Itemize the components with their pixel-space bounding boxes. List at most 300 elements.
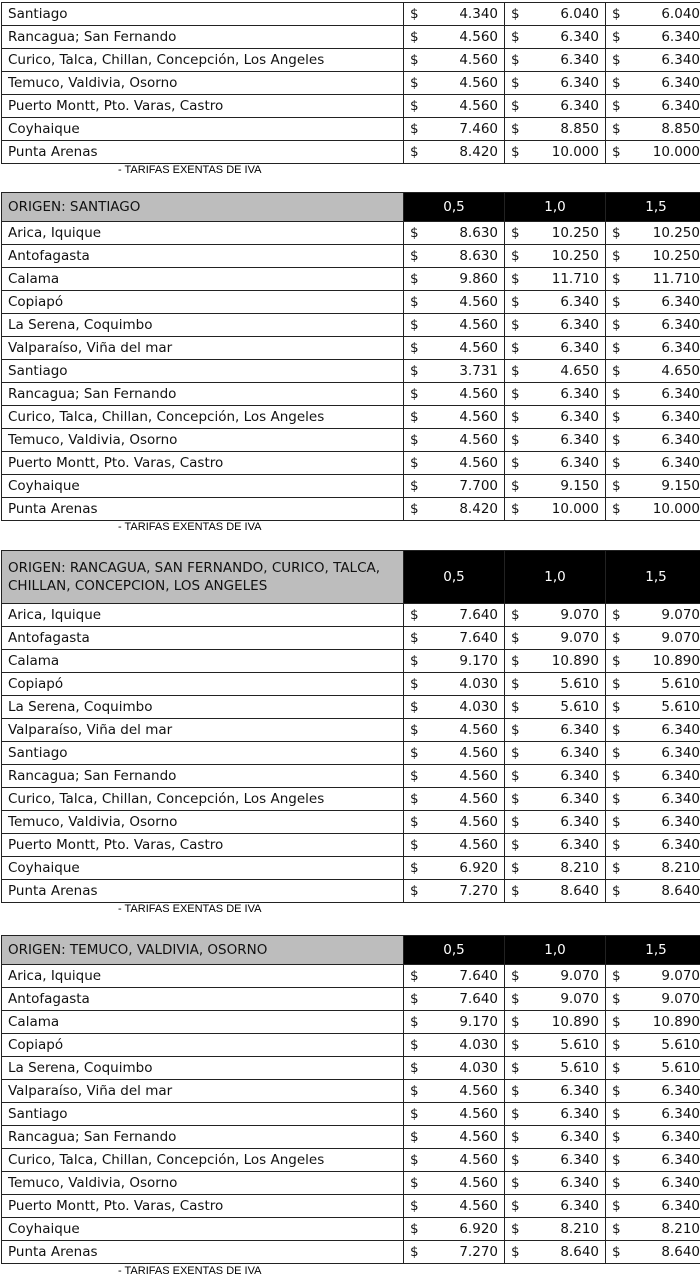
price-value: 8.210: [661, 1221, 700, 1237]
destination-cell: Temuco, Valdivia, Osorno: [2, 72, 404, 95]
currency-symbol: $: [410, 1244, 419, 1260]
price-value: 6.040: [560, 6, 599, 22]
price-cell: [505, 988, 606, 1011]
column-header-1-5: 1,5: [606, 936, 700, 965]
currency-symbol: $: [410, 699, 419, 715]
destination-cell: Valparaíso, Viña del mar: [2, 719, 404, 742]
destination-cell: Punta Arenas: [2, 141, 404, 164]
currency-symbol: $: [410, 248, 419, 264]
price-cell: [505, 141, 606, 164]
price-value: 4.560: [459, 1129, 498, 1145]
column-header-0-5: 0,5: [404, 936, 505, 965]
table-row: [2, 406, 700, 429]
currency-symbol: $: [511, 271, 520, 287]
price-cell: [404, 383, 505, 406]
price-cell: [404, 95, 505, 118]
destination-cell: La Serena, Coquimbo: [2, 314, 404, 337]
price-value: 5.610: [661, 1060, 700, 1076]
currency-symbol: $: [511, 791, 520, 807]
price-value: 6.340: [661, 386, 700, 402]
currency-symbol: $: [511, 98, 520, 114]
price-cell: [606, 604, 700, 627]
price-cell: [606, 314, 700, 337]
table-row: [2, 452, 700, 475]
price-value: 6.340: [560, 432, 599, 448]
price-value: 8.420: [459, 144, 498, 160]
price-value: 7.640: [459, 991, 498, 1007]
price-cell: [404, 498, 505, 521]
table-row: [2, 291, 700, 314]
price-cell: [505, 475, 606, 498]
table-row: [2, 650, 700, 673]
currency-symbol: $: [612, 607, 621, 623]
currency-symbol: $: [612, 1198, 621, 1214]
price-cell: [404, 1034, 505, 1057]
price-cell: [404, 1149, 505, 1172]
price-cell: [505, 1195, 606, 1218]
price-cell: [606, 1057, 700, 1080]
price-value: 6.340: [661, 340, 700, 356]
price-cell: [505, 1103, 606, 1126]
price-value: 4.560: [459, 29, 498, 45]
destination-cell: Antofagasta: [2, 988, 404, 1011]
currency-symbol: $: [511, 248, 520, 264]
table-row: [2, 1195, 700, 1218]
price-value: 6.340: [661, 1198, 700, 1214]
price-value: 6.340: [661, 837, 700, 853]
table-header-row: [2, 193, 700, 222]
currency-symbol: $: [511, 478, 520, 494]
column-header-1-5: 1,5: [606, 551, 700, 604]
table-row: [2, 696, 700, 719]
currency-symbol: $: [612, 144, 621, 160]
price-value: 6.340: [661, 1106, 700, 1122]
price-cell: [404, 1126, 505, 1149]
table-row: [2, 880, 700, 903]
price-cell: [606, 696, 700, 719]
price-cell: [505, 673, 606, 696]
price-cell: [505, 627, 606, 650]
destination-cell: Coyhaique: [2, 1218, 404, 1241]
price-value: 4.030: [459, 1060, 498, 1076]
price-value: 6.920: [459, 860, 498, 876]
price-value: 6.340: [661, 1083, 700, 1099]
price-value: 8.850: [560, 121, 599, 137]
currency-symbol: $: [511, 814, 520, 830]
currency-symbol: $: [511, 294, 520, 310]
destination-cell: Curico, Talca, Chillan, Concepción, Los Angeles: [2, 1149, 404, 1172]
price-cell: [606, 498, 700, 521]
currency-symbol: $: [410, 271, 419, 287]
price-value: 6.340: [661, 455, 700, 471]
price-value: 10.250: [652, 248, 700, 264]
price-cell: [606, 141, 700, 164]
currency-symbol: $: [511, 1244, 520, 1260]
currency-symbol: $: [511, 991, 520, 1007]
price-value: 5.610: [560, 676, 599, 692]
destination-cell: Copiapó: [2, 1034, 404, 1057]
destination-cell: Puerto Montt, Pto. Varas, Castro: [2, 834, 404, 857]
currency-symbol: $: [511, 883, 520, 899]
price-cell: [606, 742, 700, 765]
currency-symbol: $: [612, 271, 621, 287]
currency-symbol: $: [511, 75, 520, 91]
origin-label: ORIGEN: TEMUCO, VALDIVIA, OSORNO: [2, 936, 404, 965]
table-row: [2, 26, 700, 49]
price-cell: [404, 360, 505, 383]
currency-symbol: $: [511, 768, 520, 784]
price-value: 4.560: [459, 294, 498, 310]
currency-symbol: $: [612, 1129, 621, 1145]
destination-cell: Copiapó: [2, 673, 404, 696]
price-value: 6.340: [560, 1198, 599, 1214]
price-value: 5.610: [560, 699, 599, 715]
currency-symbol: $: [612, 883, 621, 899]
currency-symbol: $: [410, 98, 419, 114]
price-value: 6.340: [560, 1106, 599, 1122]
price-value: 6.340: [560, 837, 599, 853]
destination-cell: Rancagua; San Fernando: [2, 383, 404, 406]
currency-symbol: $: [511, 455, 520, 471]
currency-symbol: $: [410, 745, 419, 761]
destination-cell: Calama: [2, 650, 404, 673]
destination-cell: Curico, Talca, Chillan, Concepción, Los Angeles: [2, 788, 404, 811]
price-value: 4.030: [459, 699, 498, 715]
price-value: 8.640: [661, 883, 700, 899]
price-value: 6.340: [560, 294, 599, 310]
column-header-1-0: 1,0: [505, 551, 606, 604]
destination-cell: Punta Arenas: [2, 880, 404, 903]
price-cell: [505, 383, 606, 406]
table-row: [2, 788, 700, 811]
table-row: [2, 765, 700, 788]
price-value: 7.460: [459, 121, 498, 137]
price-value: 3.731: [459, 363, 498, 379]
destination-cell: Temuco, Valdivia, Osorno: [2, 811, 404, 834]
table-row: [2, 1172, 700, 1195]
table-body: [2, 965, 700, 1264]
currency-symbol: $: [511, 968, 520, 984]
price-value: 10.000: [551, 144, 599, 160]
price-cell: [404, 337, 505, 360]
price-value: 9.070: [560, 607, 599, 623]
table-row: [2, 383, 700, 406]
origin-label: ORIGEN: SANTIAGO: [2, 193, 404, 222]
currency-symbol: $: [511, 363, 520, 379]
currency-symbol: $: [410, 478, 419, 494]
currency-symbol: $: [612, 340, 621, 356]
price-value: 9.070: [661, 630, 700, 646]
currency-symbol: $: [410, 814, 419, 830]
price-value: 4.560: [459, 98, 498, 114]
price-value: 4.560: [459, 432, 498, 448]
price-cell: [606, 118, 700, 141]
price-value: 4.560: [459, 455, 498, 471]
price-value: 10.000: [652, 144, 700, 160]
price-cell: [505, 765, 606, 788]
currency-symbol: $: [410, 1221, 419, 1237]
destination-cell: Coyhaique: [2, 118, 404, 141]
price-cell: [505, 1172, 606, 1195]
price-cell: [606, 26, 700, 49]
column-header-0-5: 0,5: [404, 551, 505, 604]
price-cell: [404, 3, 505, 26]
price-cell: [606, 360, 700, 383]
price-cell: [404, 475, 505, 498]
price-value: 8.850: [661, 121, 700, 137]
price-cell: [505, 742, 606, 765]
currency-symbol: $: [612, 1083, 621, 1099]
currency-symbol: $: [410, 432, 419, 448]
price-value: 6.340: [560, 791, 599, 807]
destination-cell: Punta Arenas: [2, 1241, 404, 1264]
price-value: 9.070: [560, 991, 599, 1007]
currency-symbol: $: [410, 6, 419, 22]
price-cell: [404, 988, 505, 1011]
table-row: [2, 627, 700, 650]
price-cell: [404, 245, 505, 268]
price-value: 6.340: [560, 745, 599, 761]
price-value: 9.070: [661, 968, 700, 984]
price-cell: [505, 337, 606, 360]
price-cell: [606, 788, 700, 811]
price-value: 6.340: [661, 814, 700, 830]
price-cell: [404, 291, 505, 314]
currency-symbol: $: [511, 1083, 520, 1099]
price-cell: [505, 1241, 606, 1264]
price-cell: [606, 452, 700, 475]
price-value: 4.560: [459, 317, 498, 333]
currency-symbol: $: [612, 860, 621, 876]
price-value: 6.340: [560, 340, 599, 356]
price-cell: [505, 965, 606, 988]
price-cell: [606, 222, 700, 245]
column-header-1-5: 1,5: [606, 193, 700, 222]
price-cell: [505, 1080, 606, 1103]
table-row: [2, 95, 700, 118]
price-value: 7.640: [459, 607, 498, 623]
price-value: 6.340: [560, 722, 599, 738]
price-cell: [606, 650, 700, 673]
currency-symbol: $: [511, 1106, 520, 1122]
price-cell: [404, 1057, 505, 1080]
currency-symbol: $: [511, 52, 520, 68]
currency-symbol: $: [410, 837, 419, 853]
price-cell: [606, 880, 700, 903]
destination-cell: La Serena, Coquimbo: [2, 1057, 404, 1080]
price-value: 10.250: [551, 248, 599, 264]
currency-symbol: $: [612, 409, 621, 425]
price-value: 10.250: [551, 225, 599, 241]
currency-symbol: $: [410, 1152, 419, 1168]
price-value: 10.000: [551, 501, 599, 517]
currency-symbol: $: [410, 501, 419, 517]
price-cell: [606, 72, 700, 95]
price-value: 8.210: [560, 1221, 599, 1237]
table-row: [2, 604, 700, 627]
price-cell: [606, 1034, 700, 1057]
destination-cell: Curico, Talca, Chillan, Concepción, Los Angeles: [2, 49, 404, 72]
price-cell: [404, 834, 505, 857]
currency-symbol: $: [511, 1198, 520, 1214]
currency-symbol: $: [612, 1152, 621, 1168]
price-value: 10.890: [551, 1014, 599, 1030]
price-value: 4.560: [459, 722, 498, 738]
destination-cell: Coyhaique: [2, 857, 404, 880]
currency-symbol: $: [511, 1129, 520, 1145]
table-row: [2, 3, 700, 26]
price-value: 6.340: [560, 409, 599, 425]
price-cell: [404, 1241, 505, 1264]
price-cell: [505, 118, 606, 141]
table-row: [2, 1241, 700, 1264]
price-cell: [505, 72, 606, 95]
price-cell: [505, 26, 606, 49]
table-body: [2, 604, 700, 903]
price-cell: [505, 1057, 606, 1080]
currency-symbol: $: [410, 1198, 419, 1214]
price-value: 6.340: [560, 455, 599, 471]
destination-cell: Calama: [2, 268, 404, 291]
currency-symbol: $: [612, 968, 621, 984]
currency-symbol: $: [612, 363, 621, 379]
price-cell: [505, 95, 606, 118]
price-cell: [606, 406, 700, 429]
price-value: 6.340: [661, 1175, 700, 1191]
price-value: 4.030: [459, 1037, 498, 1053]
table-row: [2, 1034, 700, 1057]
currency-symbol: $: [410, 630, 419, 646]
currency-symbol: $: [410, 1060, 419, 1076]
price-value: 8.420: [459, 501, 498, 517]
price-value: 4.560: [459, 1175, 498, 1191]
table-header-row: [2, 551, 700, 604]
price-cell: [606, 383, 700, 406]
currency-symbol: $: [511, 29, 520, 45]
currency-symbol: $: [511, 699, 520, 715]
price-cell: [606, 1103, 700, 1126]
currency-symbol: $: [410, 1014, 419, 1030]
price-value: 8.210: [560, 860, 599, 876]
tariff-table-temuco: [0, 935, 700, 1264]
price-cell: [505, 245, 606, 268]
currency-symbol: $: [511, 630, 520, 646]
price-cell: [606, 765, 700, 788]
price-cell: [606, 627, 700, 650]
price-value: 6.340: [661, 294, 700, 310]
price-value: 9.860: [459, 271, 498, 287]
currency-symbol: $: [612, 653, 621, 669]
price-value: 8.210: [661, 860, 700, 876]
price-value: 6.340: [661, 745, 700, 761]
price-value: 7.270: [459, 883, 498, 899]
price-value: 7.640: [459, 968, 498, 984]
table-header-row: [2, 936, 700, 965]
destination-cell: Antofagasta: [2, 245, 404, 268]
table-row: [2, 314, 700, 337]
destination-cell: Puerto Montt, Pto. Varas, Castro: [2, 1195, 404, 1218]
currency-symbol: $: [612, 814, 621, 830]
currency-symbol: $: [410, 607, 419, 623]
price-cell: [606, 1218, 700, 1241]
destination-cell: Copiapó: [2, 291, 404, 314]
destination-cell: Calama: [2, 1011, 404, 1034]
currency-symbol: $: [410, 225, 419, 241]
currency-symbol: $: [612, 630, 621, 646]
price-value: 6.340: [661, 791, 700, 807]
destination-cell: Temuco, Valdivia, Osorno: [2, 1172, 404, 1195]
price-cell: [404, 857, 505, 880]
price-cell: [404, 222, 505, 245]
price-value: 11.710: [551, 271, 599, 287]
currency-symbol: $: [612, 699, 621, 715]
currency-symbol: $: [612, 52, 621, 68]
price-cell: [606, 95, 700, 118]
price-value: 4.650: [560, 363, 599, 379]
price-cell: [404, 49, 505, 72]
destination-cell: Rancagua; San Fernando: [2, 26, 404, 49]
price-cell: [404, 118, 505, 141]
price-cell: [606, 1149, 700, 1172]
currency-symbol: $: [410, 294, 419, 310]
price-cell: [606, 291, 700, 314]
currency-symbol: $: [511, 386, 520, 402]
tariff-table-rancagua: [0, 550, 700, 903]
price-cell: [505, 406, 606, 429]
table-row: [2, 988, 700, 1011]
currency-symbol: $: [511, 1060, 520, 1076]
price-value: 4.340: [459, 6, 498, 22]
price-cell: [404, 965, 505, 988]
price-value: 4.560: [459, 1083, 498, 1099]
currency-symbol: $: [410, 75, 419, 91]
table-row: [2, 673, 700, 696]
price-cell: [606, 1011, 700, 1034]
currency-symbol: $: [612, 1060, 621, 1076]
price-cell: [404, 1011, 505, 1034]
currency-symbol: $: [410, 29, 419, 45]
currency-symbol: $: [612, 791, 621, 807]
destination-cell: La Serena, Coquimbo: [2, 696, 404, 719]
table-row: [2, 1011, 700, 1034]
price-value: 5.610: [661, 699, 700, 715]
price-cell: [606, 673, 700, 696]
price-value: 4.560: [459, 768, 498, 784]
currency-symbol: $: [410, 386, 419, 402]
price-cell: [505, 360, 606, 383]
price-cell: [404, 26, 505, 49]
price-cell: [606, 1172, 700, 1195]
currency-symbol: $: [511, 860, 520, 876]
price-value: 6.340: [560, 75, 599, 91]
currency-symbol: $: [612, 225, 621, 241]
price-cell: [505, 1034, 606, 1057]
price-value: 6.340: [560, 1129, 599, 1145]
price-cell: [404, 72, 505, 95]
price-cell: [404, 788, 505, 811]
price-value: 9.070: [661, 991, 700, 1007]
currency-symbol: $: [410, 52, 419, 68]
price-value: 10.890: [652, 653, 700, 669]
tariff-table-continued: [0, 2, 700, 164]
price-value: 6.340: [560, 52, 599, 68]
price-value: 8.640: [560, 883, 599, 899]
tariff-table-santiago: [0, 192, 700, 521]
currency-symbol: $: [612, 501, 621, 517]
origin-label: ORIGEN: RANCAGUA, SAN FERNANDO, CURICO, TALCA, CHILLAN, CONCEPCION, LOS ANGELES: [2, 551, 404, 604]
currency-symbol: $: [410, 121, 419, 137]
currency-symbol: $: [511, 653, 520, 669]
